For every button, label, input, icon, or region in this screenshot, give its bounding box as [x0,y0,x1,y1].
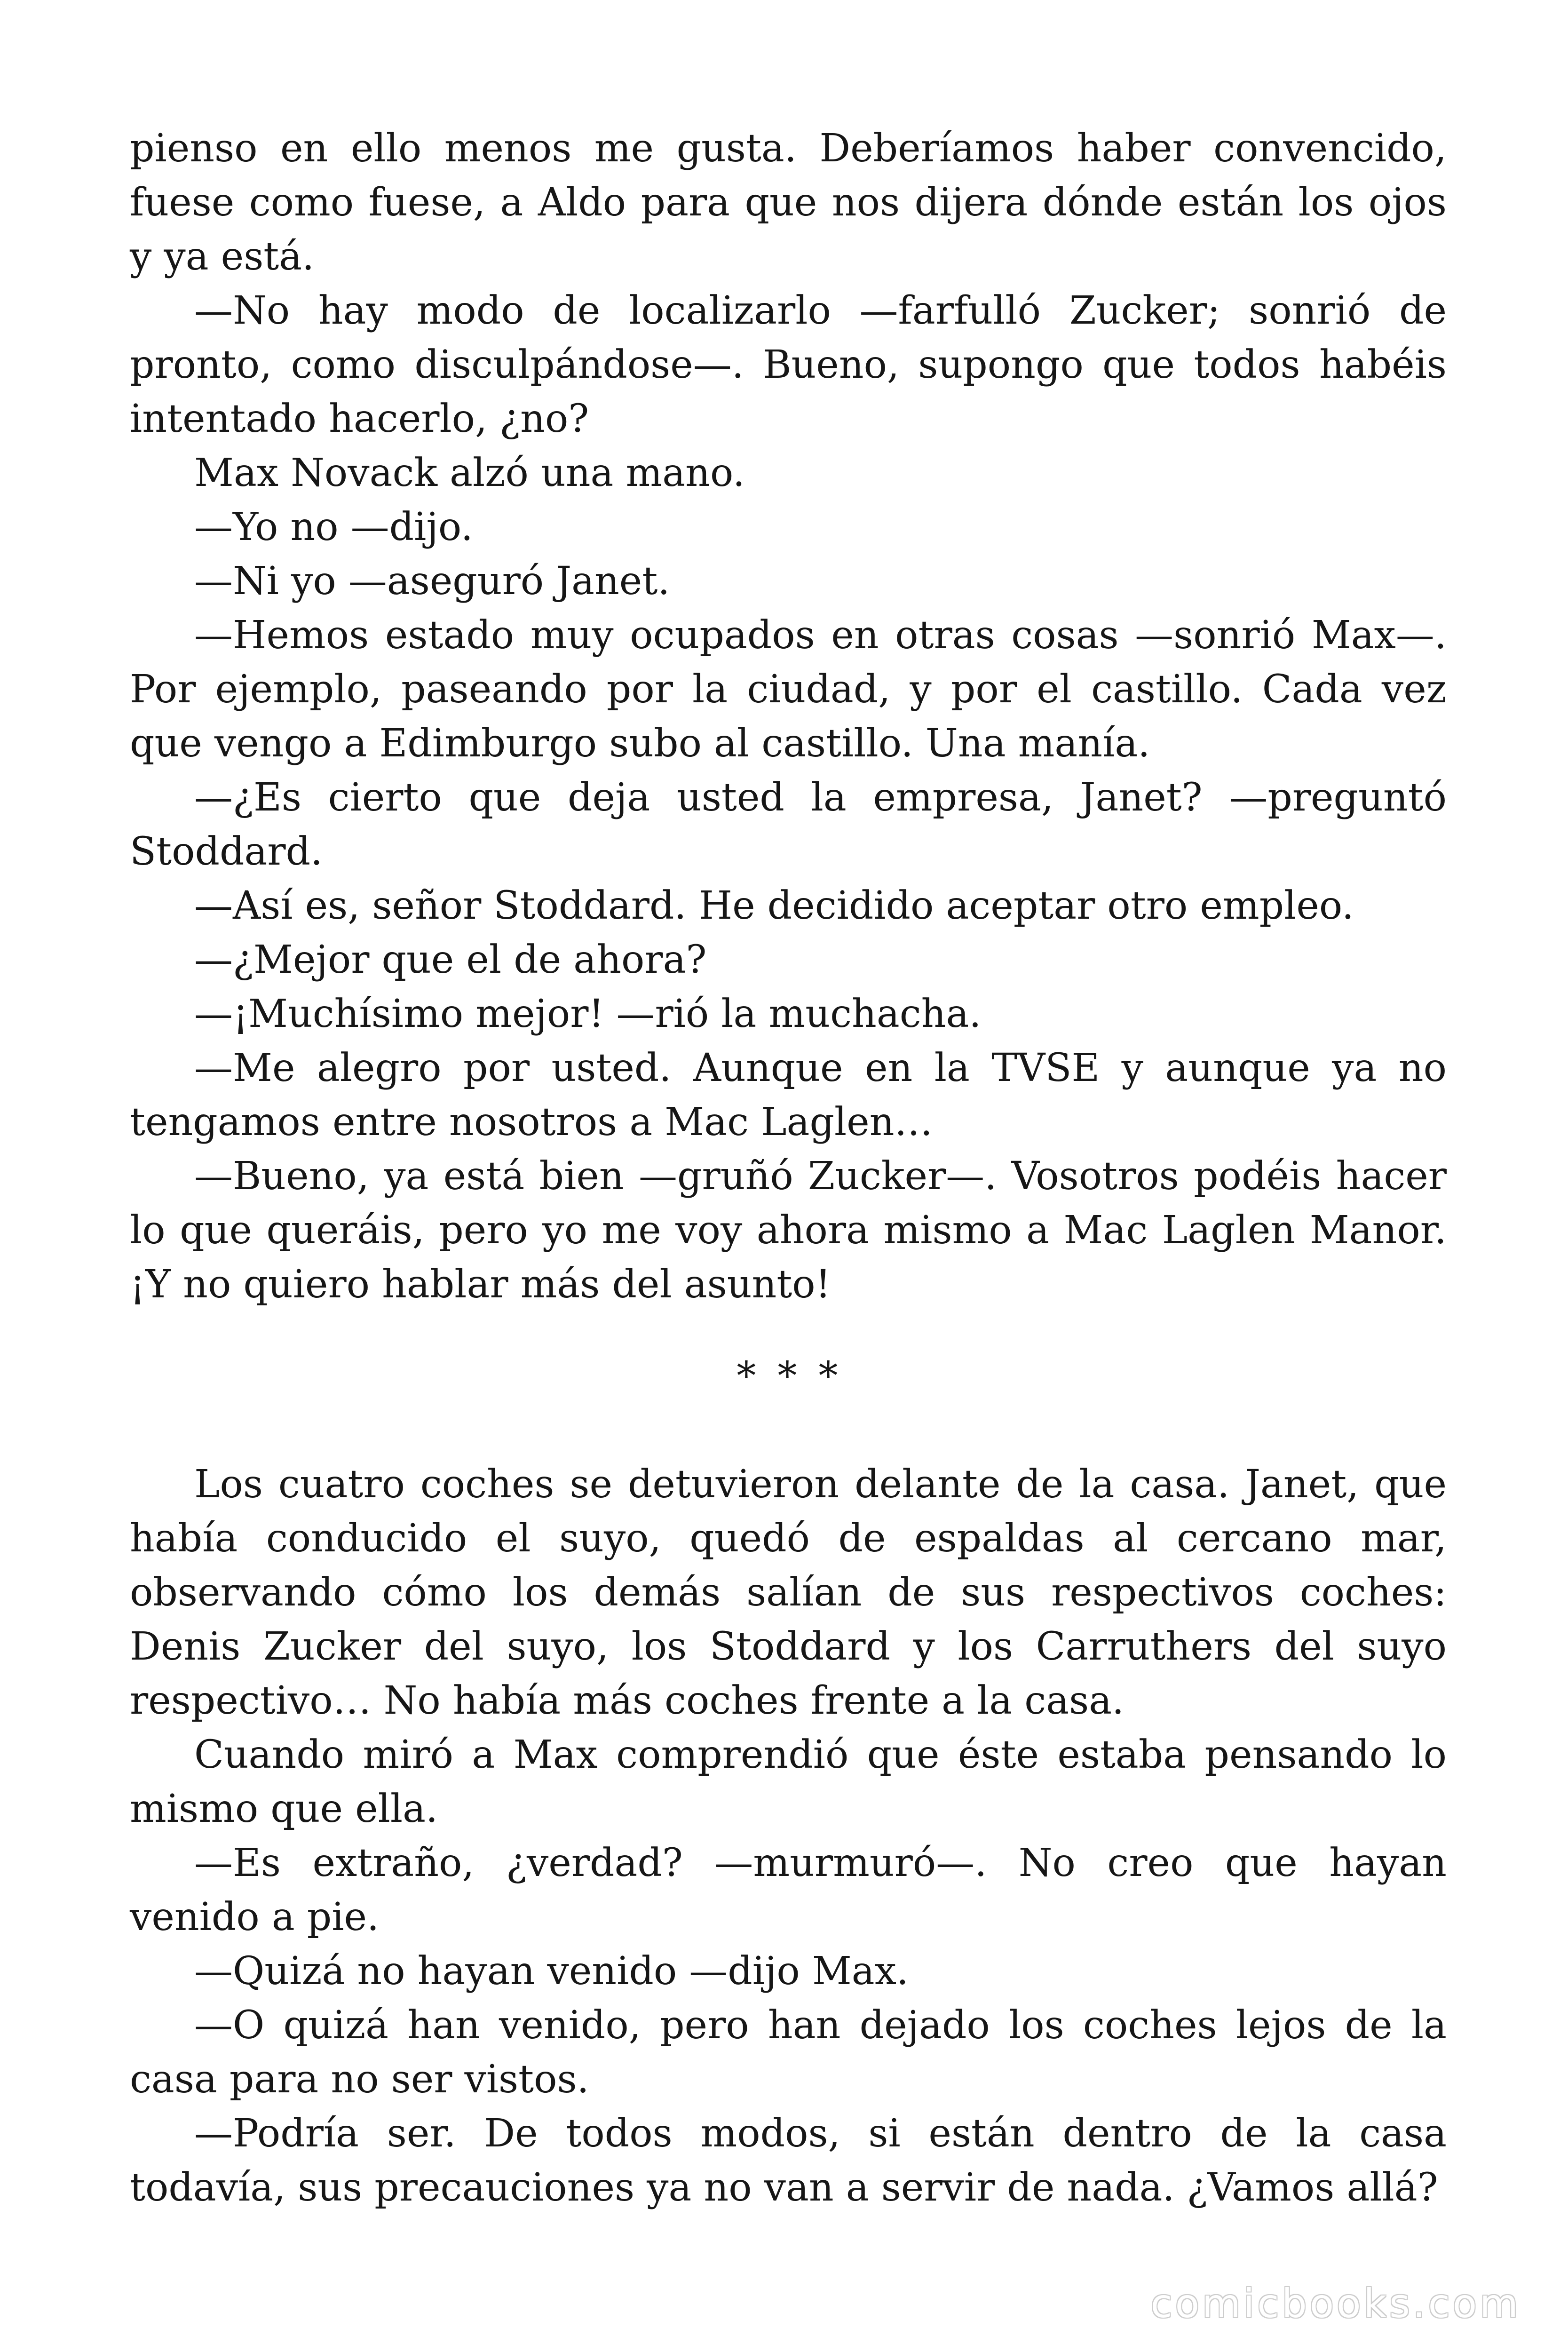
paragraph: —¿Es cierto que deja usted la empresa, Janet? —preguntó Stoddard. [130,775,1447,874]
paragraph: —No hay modo de localizarlo —farfulló Zucker; sonrió de pronto, como disculpándose—. Bueno, supongo que todos habéis intentado hacerlo, ¿no? [130,288,1447,441]
paragraph: —Quizá no hayan venido —dijo Max. [194,1949,909,1994]
text-block-upper [130,121,1447,1311]
text-block-lower [130,1457,1447,2215]
paragraph: —¡Muchísimo mejor! —rió la muchacha. [194,992,982,1036]
paragraph: —Es extraño, ¿verdad? —murmuró—. No creo que hayan venido a pie. [130,1841,1447,1939]
scene-separator: * * * [736,1354,843,1398]
paragraph: Cuando miró a Max comprendió que éste estaba pensando lo mismo que ella. [130,1732,1447,1831]
paragraph: pienso en ello menos me gusta. Deberíamos haber convencido, fuese como fuese, a Aldo para que nos dijera dónde están los ojos y ya está. [130,126,1447,279]
paragraph: —Podría ser. De todos modos, si están dentro de la casa todavía, sus precauciones ya no van a servir de nada. ¿Vamos allá? [130,2111,1447,2210]
paragraph: —Así es, señor Stoddard. He decidido aceptar otro empleo. [194,883,1354,928]
paragraph: —O quizá han venido, pero han dejado los coches lejos de la casa para no ser vistos. [130,2003,1447,2102]
paragraph: Max Novack alzó una mano. [194,451,745,495]
watermark: comicbooks.com [1150,2280,1521,2327]
paragraph: —Me alegro por usted. Aunque en la TVSE y aunque ya no tengamos entre nosotros a Mac Laglen… [130,1046,1447,1144]
paragraph: —¿Mejor que el de ahora? [194,938,707,982]
paragraph: —Yo no —dijo. [194,505,473,549]
paragraph: —Hemos estado muy ocupados en otras cosas —sonrió Max—. Por ejemplo, paseando por la ciudad, y por el castillo. Cada vez que vengo a Edimburgo subo al castillo. Una manía. [130,613,1447,766]
paragraph: —Ni yo —aseguró Janet. [194,559,670,604]
paragraph: —Bueno, ya está bien —gruñó Zucker—. Vosotros podéis hacer lo que queráis, pero yo me voy ahora mismo a Mac Laglen Manor. ¡Y no quiero hablar más del asunto! [130,1154,1447,1307]
paragraph: Los cuatro coches se detuvieron delante de la casa. Janet, que había conducido el suyo, quedó de espaldas al cercano mar, observando cómo los demás salían de sus respectivos coches: Denis Zucker del suyo, los Stoddard y los Carruthers del suyo respectivo… No había más coches frente a la casa. [130,1462,1447,1723]
